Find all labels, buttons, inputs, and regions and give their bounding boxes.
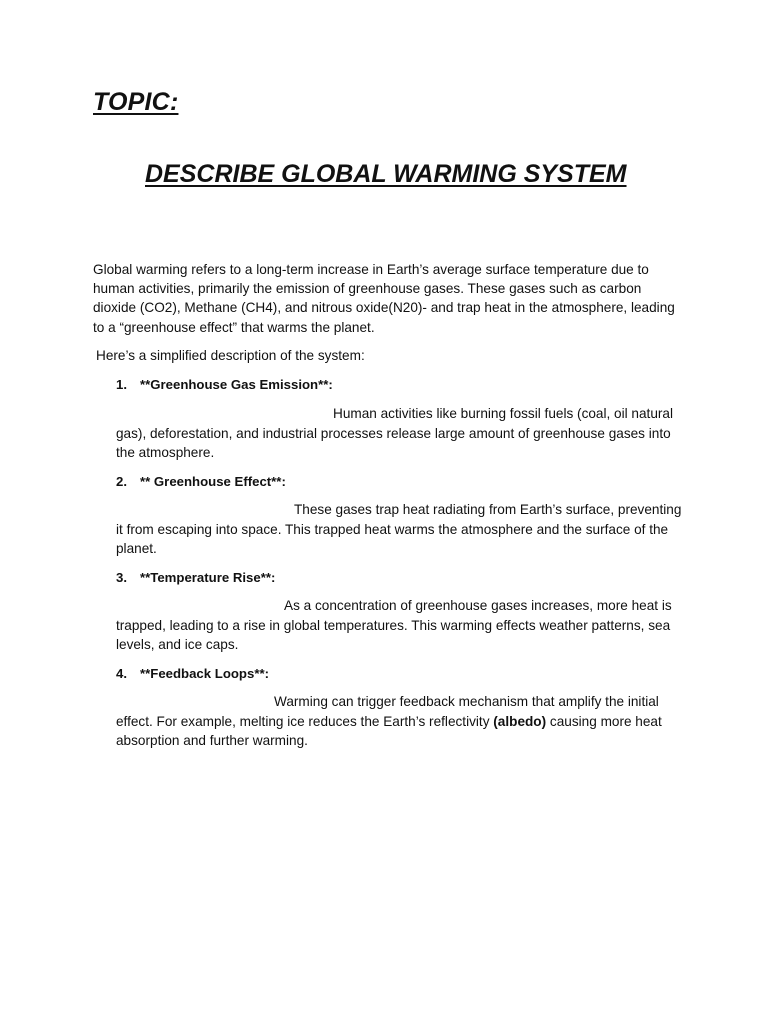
list-item-number: 2.	[116, 474, 127, 489]
topic-label: TOPIC:	[93, 88, 179, 116]
list-item-title: **Greenhouse Gas Emission**:	[140, 377, 333, 392]
list-item-heading	[116, 375, 333, 394]
lead-sentence: Here’s a simplified description of the system:	[96, 348, 365, 363]
list-item-body: Human activities like burning fossil fuels (coal, oil natural gas), deforestation, and industrial processes release large amount of greenhouse gases into the atmosphere.	[116, 406, 673, 461]
list-item-number: 4.	[116, 666, 127, 681]
albedo-term: (albedo)	[493, 713, 547, 729]
list-item-heading	[116, 664, 269, 683]
list-item-number: 1.	[116, 377, 127, 392]
list-item-body: These gases trap heat radiating from Earth’s surface, preventing it from escaping into space. This trapped heat warms the atmosphere and the surface of the planet.	[116, 502, 682, 557]
list-item-heading	[116, 472, 286, 491]
intro-paragraph: Global warming refers to a long-term increase in Earth’s average surface temperature due to human activities, primarily the emission of greenhouse gases. These gases such as carbon dioxide (CO2), Methane (CH4), and nitrous oxide(N20)- and trap heat in the atmosphere, leading to a “greenhouse effect” that warms the planet.	[93, 262, 675, 335]
list-item-body-text: Warming can trigger feedback mechanism that amplify the initial effect. For example, melting ice reduces the Earth’s reflectivity	[116, 694, 659, 729]
list-item-title: **Feedback Loops**:	[140, 666, 269, 681]
list-item-body: As a concentration of greenhouse gases increases, more heat is trapped, leading to a rise in global temperatures. This warming effects weather patterns, sea levels, and ice caps.	[116, 598, 672, 653]
page-title: DESCRIBE GLOBAL WARMING SYSTEM	[145, 160, 627, 188]
list-item-body-text: causing more heat absorption and further warming.	[116, 713, 662, 749]
list-item-title: ** Greenhouse Effect**:	[140, 474, 286, 489]
list-item-body	[116, 692, 686, 751]
list-item-heading	[116, 568, 275, 587]
list-item-number: 3.	[116, 570, 127, 585]
list-item-title: **Temperature Rise**:	[140, 570, 276, 585]
